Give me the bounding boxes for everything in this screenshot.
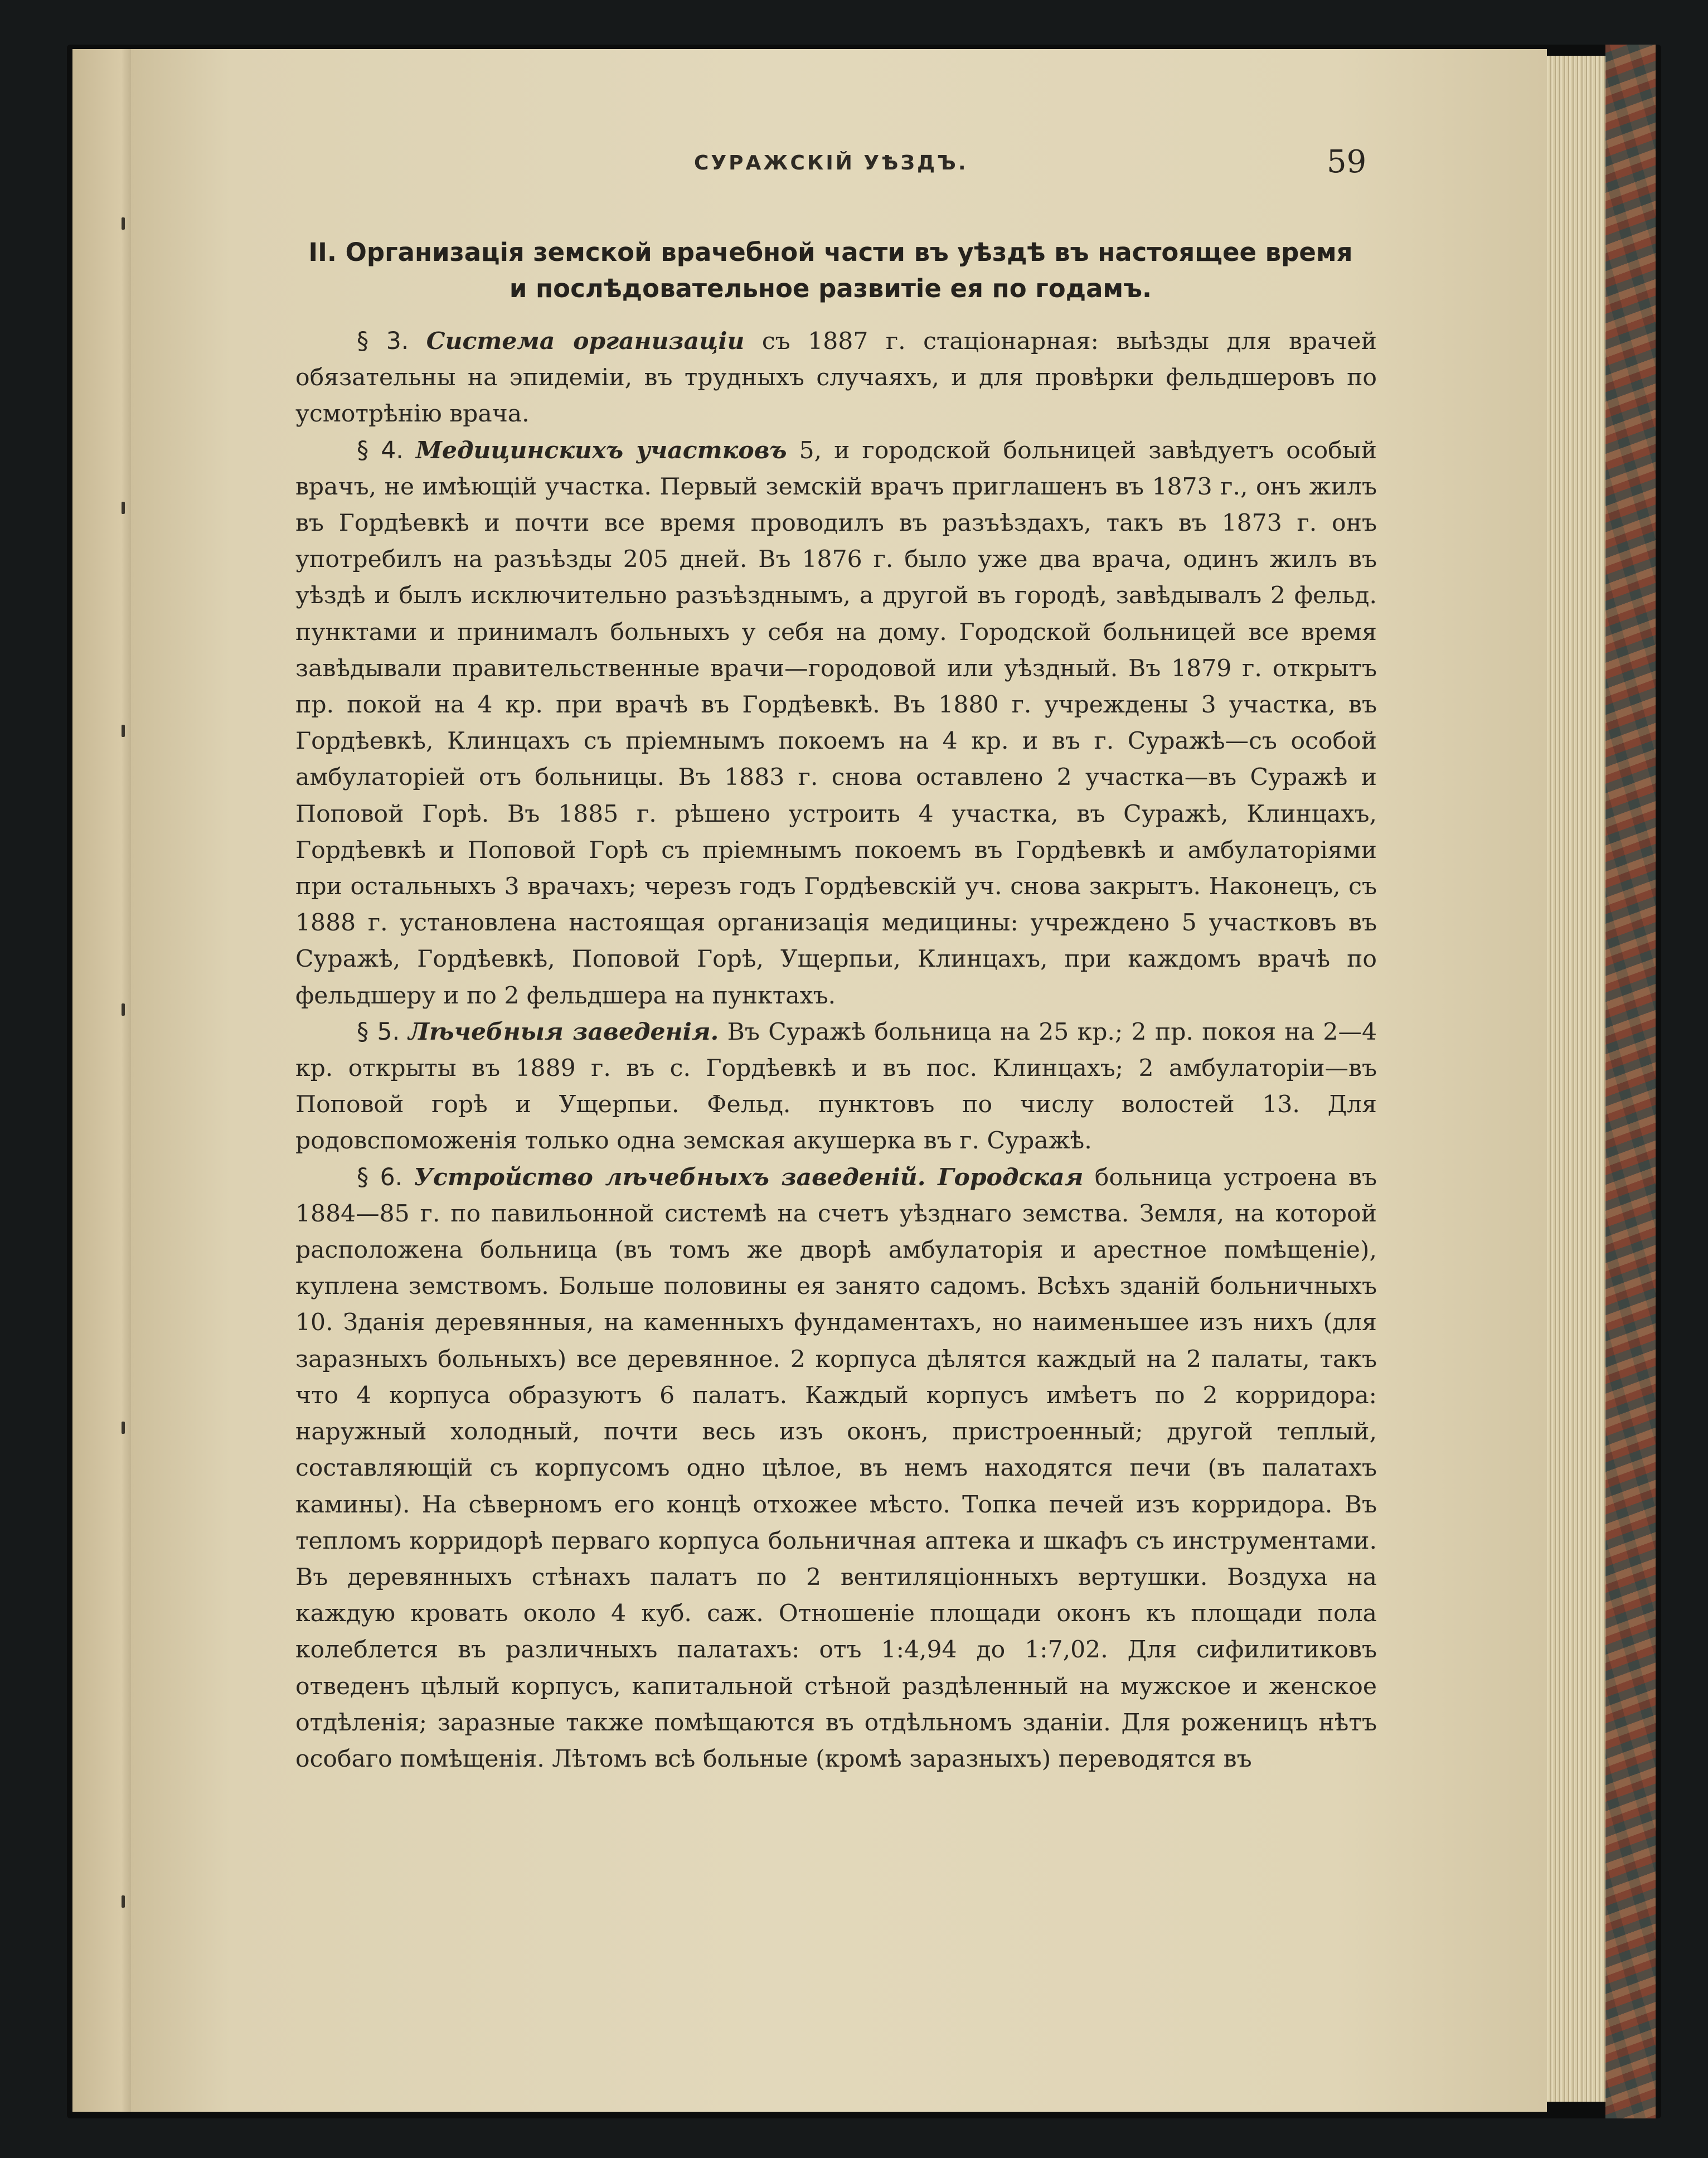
section-title: Медицинскихъ участковъ <box>415 436 787 464</box>
paragraph-text: съ 1887 г. стаціонарная: выѣзды для врачей обязательны на эпидеміи, въ трудныхъ случаяхъ, и для провѣрки фельдшеровъ по усмотрѣнію врача. <box>295 328 1377 428</box>
page-number: 59 <box>1327 144 1367 180</box>
paragraph-text: больница устроена въ 1884—85 г. по павильонной системѣ на счетъ уѣзднаго земства. Земля, на которой расположена больница (въ томъ же дворѣ амбулаторія и арестное помѣщеніе), куплена земствомъ. Больше половины ея занято садомъ. Всѣхъ зданій больничныхъ 10. Зданія деревянныя, на каменныхъ фундаментахъ, но наименьшее изъ нихъ (для заразныхъ больныхъ) все деревянное. 2 корпуса дѣлятся каждый на 2 палаты, такъ что 4 корпуса образуютъ 6 палатъ. Каждый корпусъ имѣетъ по 2 корридора: наружный холодный, почти весь изъ оконъ, пристроенный; другой теплый, составляющій съ корпусомъ одно цѣлое, въ немъ находятся печи (въ палатахъ камины). На сѣверномъ его концѣ отхожее мѣсто. Топка печей изъ корридора. Въ тепломъ корридорѣ перваго корпуса больничная аптека и шкафъ съ инструментами. Въ деревянныхъ стѣнахъ палатъ по 2 вентиляціонныхъ вертушки. Воздуха на каждую кровать около 4 куб. саж. Отношеніе площади оконъ къ площади пола колеблется въ различныхъ палатахъ: отъ 1:4,94 до 1:7,02. Для сифилитиковъ отведенъ цѣлый корпусъ, капитальной стѣной раздѣленный на мужское и женское отдѣленія; заразные также помѣщаются въ отдѣльномъ зданіи. Для роженицъ нѣтъ особаго помѣщенія. Лѣтомъ всѣ больные (кромѣ заразныхъ) переводятся въ <box>295 1163 1377 1773</box>
paragraph-text: 5, и городской больницей завѣдуетъ особый врачъ, не имѣющій участка. Первый земскій врачъ приглашенъ въ 1873 г., онъ жилъ въ Гордѣевкѣ и почти все время проводилъ въ разъѣздахъ, такъ въ 1873 г. онъ употребилъ на разъѣзды 205 дней. Въ 1876 г. было уже два врача, одинъ жилъ въ уѣздѣ и былъ исключительно разъѣзднымъ, а другой въ городѣ, завѣдывалъ 2 фельд. пунктами и принималъ больныхъ у себя на дому. Городской больницей все время завѣдывали правительственные врачи—городовой или уѣздный. Въ 1879 г. открытъ пр. покой на 4 кр. при врачѣ въ Гордѣевкѣ. Въ 1880 г. учреждены 3 участка, въ Гордѣевкѣ, Клинцахъ съ пріемнымъ покоемъ на 4 кр. и въ г. Суражѣ—съ особой амбулаторіей отъ больницы. Въ 1883 г. снова оставлено 2 участка—въ Суражѣ и Поповой Горѣ. Въ 1885 г. рѣшено устроить 4 участка, въ Суражѣ, Клинцахъ, Гордѣевкѣ и Поповой Горѣ съ пріемнымъ покоемъ въ Гордѣевкѣ и амбулаторіями при остальныхъ 3 врачахъ; черезъ годъ Гордѣевскій уч. снова закрытъ. Наконецъ, съ 1888 г. установлена настоящая организація медицины: учреждено 5 участковъ въ Суражѣ, Гордѣевкѣ, Поповой Горѣ, Ущерпьи, Клинцахъ, при каждомъ врачѣ по фельдшеру и по 2 фельдшера на пунктахъ. <box>295 437 1377 1010</box>
section-title: Устройство лѣчебныхъ заведеній. Городская <box>414 1163 1084 1191</box>
section-heading: II. Организація земской врачебной части въ уѣздѣ въ настоящее время и послѣдовательное развитіе ея по годамъ. <box>308 237 1353 303</box>
section-title: Лѣчебныя заведенія. <box>408 1017 719 1046</box>
section-title: Система организаціи <box>426 327 745 355</box>
binding-thread-marks <box>117 167 139 2007</box>
page-block-edges <box>1544 56 1605 2102</box>
running-head: СУРАЖСКІЙ УѢЗДЪ. <box>694 152 968 174</box>
section-mark: § 4. <box>357 437 404 464</box>
section-mark: § 3. <box>357 328 409 355</box>
paragraph-section-5 <box>295 1014 1377 1160</box>
paragraph-section-3 <box>295 323 1377 433</box>
paragraph-text: Въ Суражѣ больница на 25 кр.; 2 пр. покоя на 2—4 кр. открыты въ 1889 г. въ с. Гордѣевкѣ и въ пос. Клинцахъ; 2 амбулаторіи—въ Поповой горѣ и Ущерпьи. Фельд. пунктовъ по числу волостей 13. Для родовспоможенія только одна земская акушерка въ г. Суражѣ. <box>295 1018 1377 1155</box>
paragraph-section-4 <box>295 433 1377 1014</box>
marbled-fore-edge <box>1605 45 1656 2118</box>
body-text <box>295 323 1377 1777</box>
section-mark: § 5. <box>357 1018 400 1046</box>
paragraph-section-6 <box>295 1160 1377 1777</box>
section-mark: § 6. <box>357 1163 403 1191</box>
